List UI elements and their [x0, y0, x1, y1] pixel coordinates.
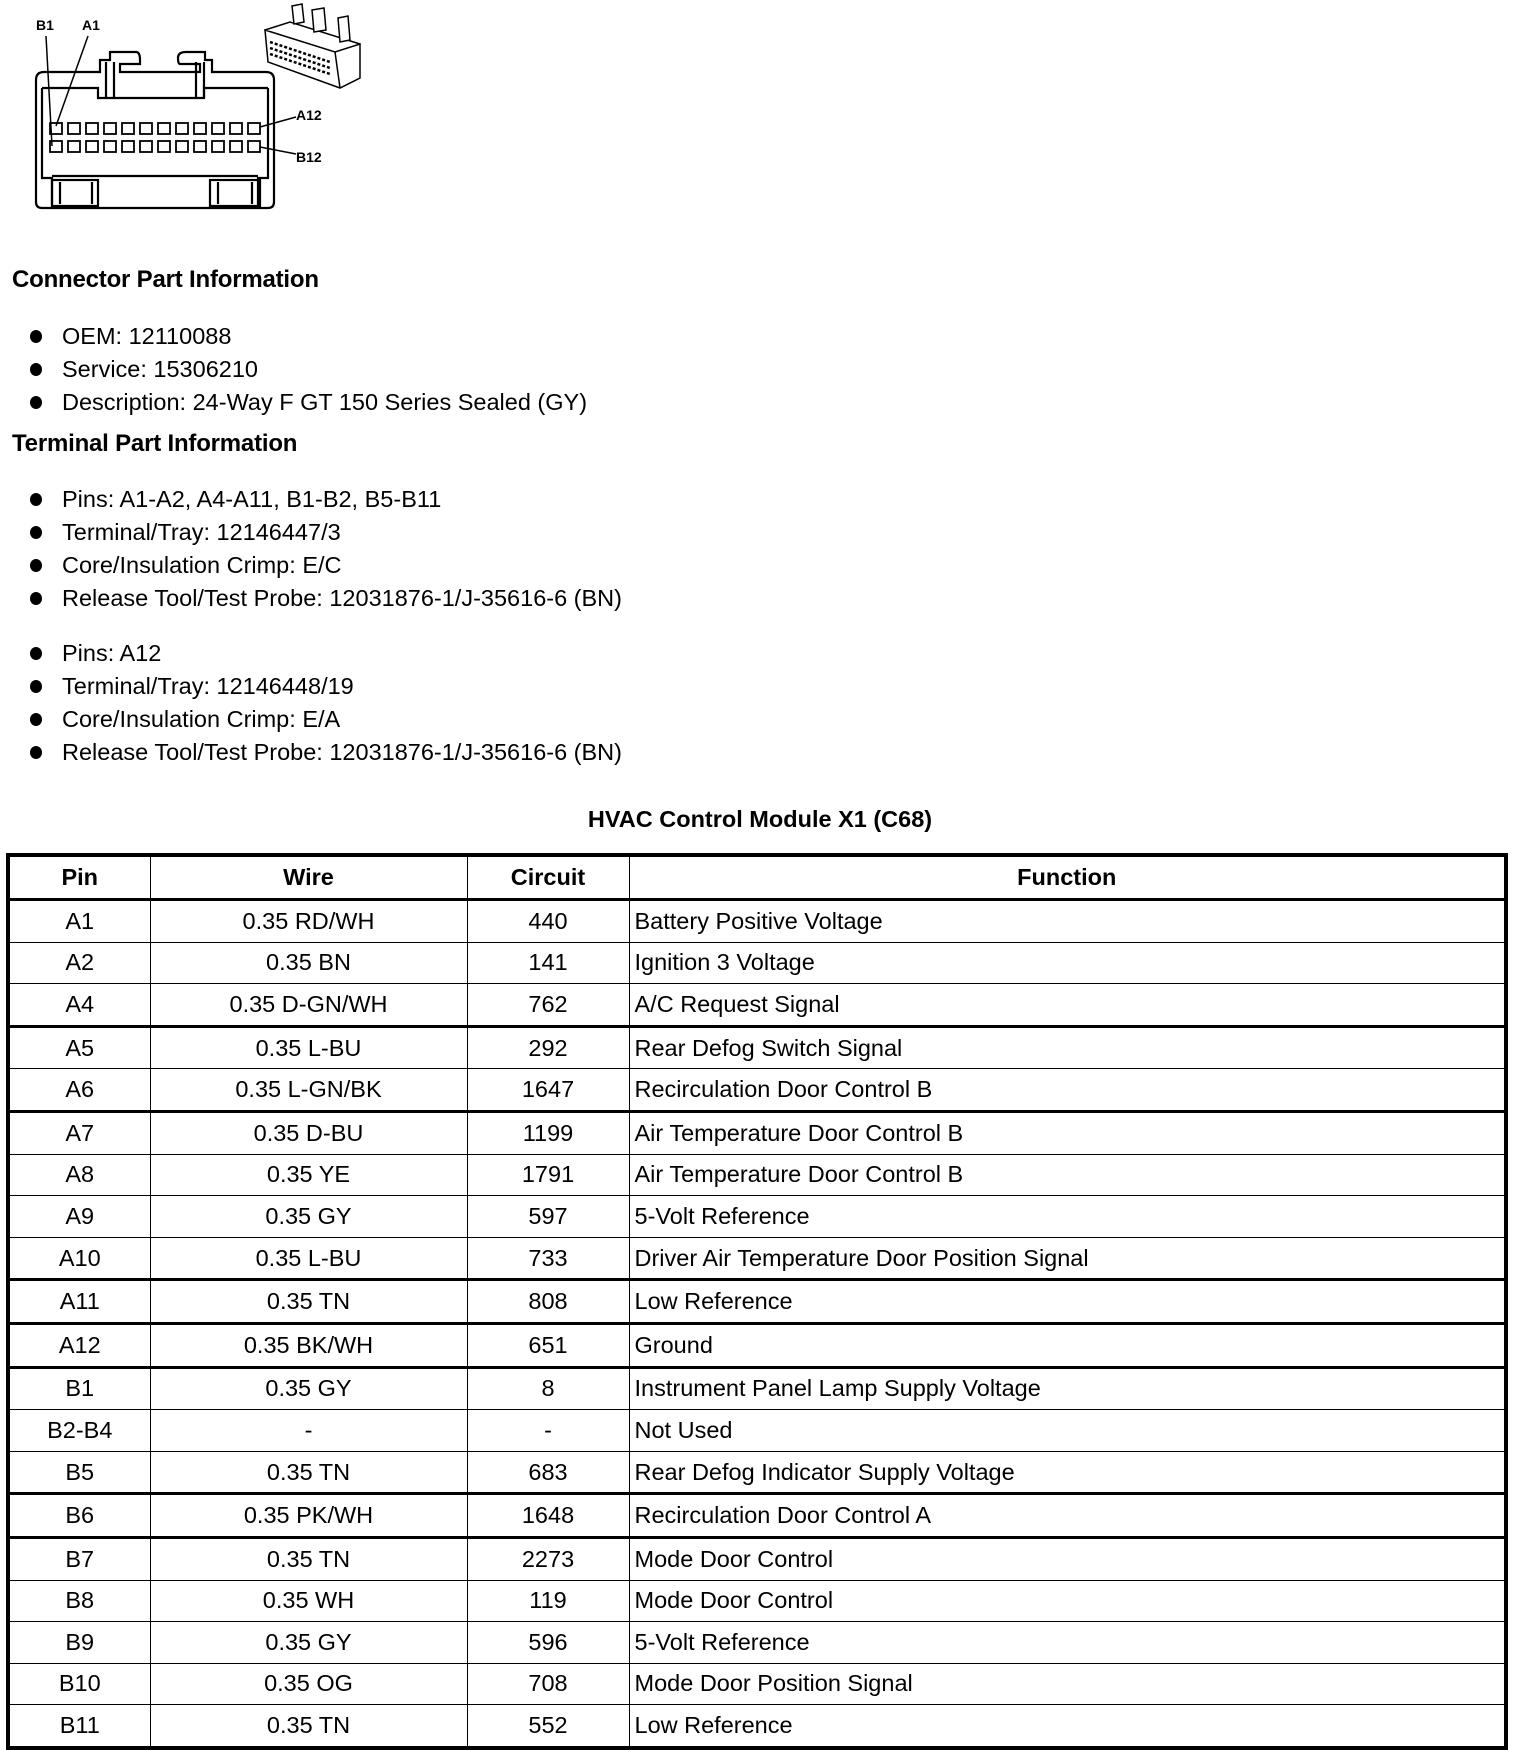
cell-wire: 0.35 TN [150, 1451, 467, 1494]
cell-wire: 0.35 D-BU [150, 1111, 467, 1154]
list-item: Core/Insulation Crimp: E/A [28, 703, 622, 736]
cell-circuit: 597 [467, 1196, 629, 1238]
label-b12: B12 [296, 149, 322, 165]
table-row [8, 1069, 1506, 1112]
cell-circuit: 2273 [467, 1537, 629, 1580]
cell-function: Battery Positive Voltage [629, 900, 1506, 943]
terminal-part-info-heading: Terminal Part Information [12, 430, 298, 457]
bullet-icon [30, 526, 42, 539]
table-row [8, 900, 1506, 943]
cell-pin: A2 [8, 942, 150, 984]
cell-circuit: 141 [467, 942, 629, 984]
cell-circuit: 552 [467, 1705, 629, 1748]
cell-function: Not Used [629, 1410, 1506, 1452]
cell-circuit: 1647 [467, 1069, 629, 1112]
cell-wire: 0.35 RD/WH [150, 900, 467, 943]
table-row [8, 1663, 1506, 1705]
cell-wire: 0.35 YE [150, 1154, 467, 1196]
cell-function: Instrument Panel Lamp Supply Voltage [629, 1367, 1506, 1410]
cell-circuit: 808 [467, 1280, 629, 1324]
cell-pin: B5 [8, 1451, 150, 1494]
cell-pin: A8 [8, 1154, 150, 1196]
table-row [8, 1026, 1506, 1069]
cell-function: Rear Defog Switch Signal [629, 1026, 1506, 1069]
table-title: HVAC Control Module X1 (C68) [587, 806, 933, 832]
list-item: Description: 24-Way F GT 150 Series Sealed (GY) [28, 386, 587, 419]
cell-function: Mode Door Control [629, 1580, 1506, 1622]
bullet-icon [30, 746, 42, 759]
cell-wire: 0.35 TN [150, 1280, 467, 1324]
cell-pin: B10 [8, 1663, 150, 1705]
column-header-wire: Wire [150, 855, 467, 900]
bullet-icon [30, 493, 42, 506]
pin-row-b [50, 141, 260, 152]
table-row [8, 1280, 1506, 1324]
cell-function: 5-Volt Reference [629, 1196, 1506, 1238]
table-row [8, 984, 1506, 1027]
connector-3d-icon [265, 4, 360, 88]
cell-wire: 0.35 GY [150, 1367, 467, 1410]
column-header-function: Function [629, 855, 1506, 900]
cell-wire: 0.35 WH [150, 1580, 467, 1622]
table-row [8, 1451, 1506, 1494]
cell-pin: B8 [8, 1580, 150, 1622]
table-row [8, 942, 1506, 984]
cell-wire: - [150, 1410, 467, 1452]
table-row [8, 1154, 1506, 1196]
cell-function: 5-Volt Reference [629, 1622, 1506, 1664]
cell-circuit: 708 [467, 1663, 629, 1705]
cell-wire: 0.35 L-GN/BK [150, 1069, 467, 1112]
cell-wire: 0.35 BN [150, 942, 467, 984]
cell-circuit: 733 [467, 1237, 629, 1280]
connector-part-info-heading: Connector Part Information [12, 266, 319, 293]
cell-circuit: 440 [467, 900, 629, 943]
list-item: Release Tool/Test Probe: 12031876-1/J-35616-6 (BN) [28, 582, 622, 615]
cell-function: Mode Door Position Signal [629, 1663, 1506, 1705]
cell-pin: B11 [8, 1705, 150, 1748]
cell-function: Air Temperature Door Control B [629, 1154, 1506, 1196]
terminal-part-group-1 [28, 483, 622, 615]
table-header-row [8, 855, 1506, 900]
pin-row-a [50, 123, 260, 134]
cell-function: Low Reference [629, 1705, 1506, 1748]
cell-function: Recirculation Door Control B [629, 1069, 1506, 1112]
cell-wire: 0.35 GY [150, 1196, 467, 1238]
cell-pin: B6 [8, 1494, 150, 1538]
column-header-pin: Pin [8, 855, 150, 900]
cell-circuit: 1648 [467, 1494, 629, 1538]
cell-pin: A6 [8, 1069, 150, 1112]
cell-circuit: 119 [467, 1580, 629, 1622]
cell-pin: B1 [8, 1367, 150, 1410]
list-item: Terminal/Tray: 12146447/3 [28, 516, 622, 549]
table-row [8, 1323, 1506, 1367]
bullet-icon [30, 680, 42, 693]
cell-wire: 0.35 TN [150, 1537, 467, 1580]
cell-wire: 0.35 PK/WH [150, 1494, 467, 1538]
cell-pin: A4 [8, 984, 150, 1027]
table-row [8, 1410, 1506, 1452]
connector-face-diagram [0, 0, 420, 230]
label-a1: A1 [82, 17, 100, 33]
cell-wire: 0.35 L-BU [150, 1237, 467, 1280]
cell-pin: A9 [8, 1196, 150, 1238]
bullet-icon [30, 396, 42, 409]
bullet-icon [30, 363, 42, 376]
list-item: Pins: A1-A2, A4-A11, B1-B2, B5-B11 [28, 483, 622, 516]
list-item: Service: 15306210 [28, 353, 587, 386]
bullet-icon [30, 559, 42, 572]
list-item: Core/Insulation Crimp: E/C [28, 549, 622, 582]
cell-circuit: 1199 [467, 1111, 629, 1154]
pin-table [6, 853, 1508, 1750]
cell-pin: A10 [8, 1237, 150, 1280]
bullet-icon [30, 592, 42, 605]
cell-circuit: 8 [467, 1367, 629, 1410]
cell-function: Low Reference [629, 1280, 1506, 1324]
table-row [8, 1622, 1506, 1664]
cell-function: Recirculation Door Control A [629, 1494, 1506, 1538]
label-b1: B1 [36, 17, 54, 33]
terminal-part-group-2 [28, 637, 622, 769]
table-row [8, 1367, 1506, 1410]
cell-pin: A1 [8, 900, 150, 943]
cell-wire: 0.35 L-BU [150, 1026, 467, 1069]
list-item: Release Tool/Test Probe: 12031876-1/J-35616-6 (BN) [28, 736, 622, 769]
table-row [8, 1537, 1506, 1580]
cell-circuit: 762 [467, 984, 629, 1027]
cell-pin: A5 [8, 1026, 150, 1069]
cell-pin: A7 [8, 1111, 150, 1154]
cell-pin: A12 [8, 1323, 150, 1367]
cell-function: Air Temperature Door Control B [629, 1111, 1506, 1154]
list-item: Terminal/Tray: 12146448/19 [28, 670, 622, 703]
label-a12: A12 [296, 107, 322, 123]
list-item: OEM: 12110088 [28, 320, 587, 353]
cell-pin: B9 [8, 1622, 150, 1664]
cell-circuit: - [467, 1410, 629, 1452]
cell-pin: A11 [8, 1280, 150, 1324]
bullet-icon [30, 713, 42, 726]
column-header-circuit: Circuit [467, 855, 629, 900]
cell-circuit: 651 [467, 1323, 629, 1367]
cell-pin: B7 [8, 1537, 150, 1580]
table-row [8, 1580, 1506, 1622]
cell-function: Mode Door Control [629, 1537, 1506, 1580]
table-row [8, 1494, 1506, 1538]
cell-circuit: 292 [467, 1026, 629, 1069]
bullet-icon [30, 330, 42, 343]
cell-function: Ignition 3 Voltage [629, 942, 1506, 984]
table-row [8, 1237, 1506, 1280]
connector-part-info-list [28, 320, 587, 419]
cell-pin: B2-B4 [8, 1410, 150, 1452]
cell-wire: 0.35 D-GN/WH [150, 984, 467, 1027]
cell-circuit: 683 [467, 1451, 629, 1494]
list-item: Pins: A12 [28, 637, 622, 670]
table-row [8, 1705, 1506, 1748]
cell-circuit: 596 [467, 1622, 629, 1664]
cell-function: A/C Request Signal [629, 984, 1506, 1027]
cell-wire: 0.35 OG [150, 1663, 467, 1705]
cell-function: Driver Air Temperature Door Position Signal [629, 1237, 1506, 1280]
cell-wire: 0.35 GY [150, 1622, 467, 1664]
cell-wire: 0.35 TN [150, 1705, 467, 1748]
bullet-icon [30, 647, 42, 660]
cell-function: Rear Defog Indicator Supply Voltage [629, 1451, 1506, 1494]
cell-function: Ground [629, 1323, 1506, 1367]
cell-circuit: 1791 [467, 1154, 629, 1196]
table-row [8, 1111, 1506, 1154]
table-row [8, 1196, 1506, 1238]
cell-wire: 0.35 BK/WH [150, 1323, 467, 1367]
